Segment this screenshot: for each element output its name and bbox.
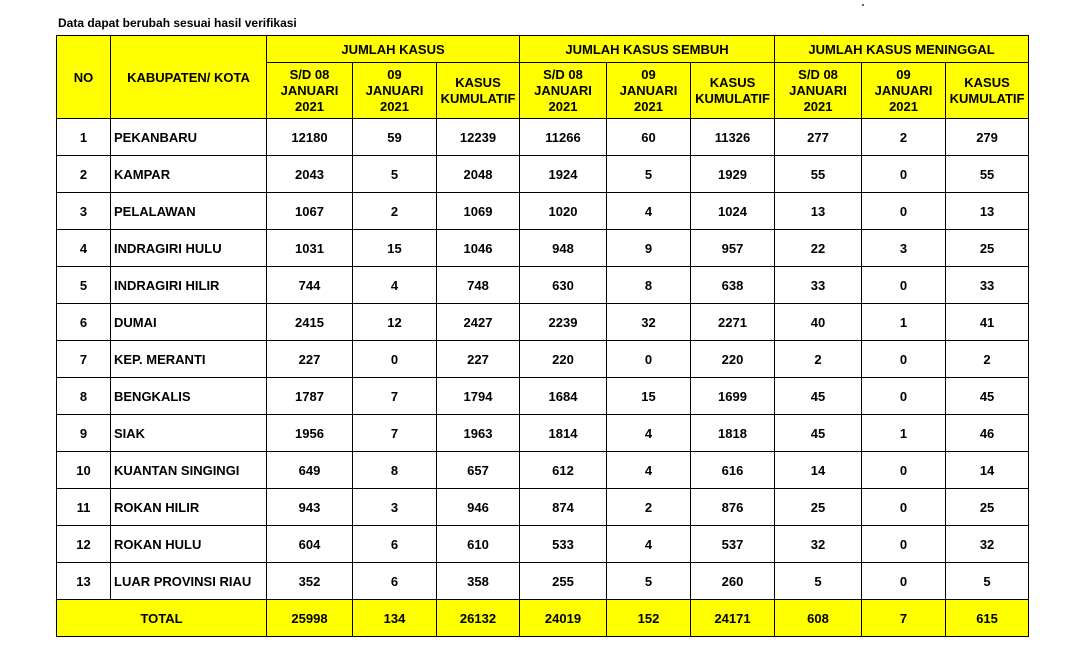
cell-meninggal-tgl09: 0: [862, 156, 946, 193]
cell-no: 13: [57, 563, 111, 600]
cell-meninggal-tgl09: 1: [862, 304, 946, 341]
cell-sembuh-tgl09: 0: [607, 341, 691, 378]
total-label: TOTAL: [57, 600, 267, 637]
table-row: [57, 489, 1029, 526]
subheader-line: 09: [387, 66, 402, 82]
table-row: [57, 415, 1029, 452]
cell-kasus-tgl09: 2: [353, 193, 437, 230]
cell-meninggal-sd08: 277: [775, 119, 862, 156]
cell-kasus-sd08: 1031: [267, 230, 353, 267]
cell-kasus-tgl09: 4: [353, 267, 437, 304]
cell-meninggal-kumulatif: 5: [946, 563, 1029, 600]
total-sembuh-kumulatif: 24171: [691, 600, 775, 637]
cell-kasus-tgl09: 7: [353, 378, 437, 415]
cell-sembuh-sd08: 533: [520, 526, 607, 563]
cell-sembuh-kumulatif: 616: [691, 452, 775, 489]
cell-kabupaten: SIAK: [111, 415, 267, 452]
total-meninggal-sd08: 608: [775, 600, 862, 637]
cell-meninggal-kumulatif: 14: [946, 452, 1029, 489]
subheader-line: 2021: [548, 98, 578, 114]
cell-kabupaten: BENGKALIS: [111, 378, 267, 415]
cell-no: 6: [57, 304, 111, 341]
cell-kasus-kumulatif: 946: [437, 489, 520, 526]
cell-kasus-sd08: 227: [267, 341, 353, 378]
cell-kasus-kumulatif: 1046: [437, 230, 520, 267]
cell-kasus-tgl09: 5: [353, 156, 437, 193]
subheader-sembuh-kumulatif: [691, 63, 775, 119]
cell-kabupaten: INDRAGIRI HILIR: [111, 267, 267, 304]
cell-meninggal-kumulatif: 2: [946, 341, 1029, 378]
cell-meninggal-tgl09: 0: [862, 193, 946, 230]
cell-sembuh-tgl09: 4: [607, 452, 691, 489]
cell-kabupaten: ROKAN HULU: [111, 526, 267, 563]
cell-kasus-tgl09: 12: [353, 304, 437, 341]
cell-kasus-kumulatif: 358: [437, 563, 520, 600]
table-row: [57, 304, 1029, 341]
cell-meninggal-tgl09: 0: [862, 563, 946, 600]
table-row: [57, 267, 1029, 304]
cell-meninggal-kumulatif: 32: [946, 526, 1029, 563]
cell-kabupaten: KUANTAN SINGINGI: [111, 452, 267, 489]
subheader-line: S/D 08: [798, 66, 838, 82]
subheader-line: KASUS: [709, 74, 756, 90]
total-sembuh-sd08: 24019: [520, 600, 607, 637]
cell-meninggal-tgl09: 2: [862, 119, 946, 156]
cell-meninggal-sd08: 45: [775, 415, 862, 452]
cell-no: 5: [57, 267, 111, 304]
cell-no: 8: [57, 378, 111, 415]
cell-meninggal-kumulatif: 25: [946, 230, 1029, 267]
cell-kasus-kumulatif: 748: [437, 267, 520, 304]
cell-sembuh-sd08: 874: [520, 489, 607, 526]
cell-sembuh-sd08: 255: [520, 563, 607, 600]
cell-meninggal-kumulatif: 279: [946, 119, 1029, 156]
cell-kasus-sd08: 649: [267, 452, 353, 489]
cell-sembuh-tgl09: 15: [607, 378, 691, 415]
header-no: NO: [57, 36, 111, 119]
subheader-line: JANUARI: [365, 82, 424, 98]
cell-meninggal-kumulatif: 55: [946, 156, 1029, 193]
total-row: [57, 600, 1029, 637]
table-row: [57, 230, 1029, 267]
header-group-sembuh: JUMLAH KASUS SEMBUH: [520, 36, 775, 63]
cell-no: 9: [57, 415, 111, 452]
cell-no: 4: [57, 230, 111, 267]
cell-meninggal-tgl09: 0: [862, 452, 946, 489]
cell-sembuh-kumulatif: 1024: [691, 193, 775, 230]
cell-no: 10: [57, 452, 111, 489]
subheader-line: JANUARI: [789, 82, 847, 98]
cell-kasus-tgl09: 0: [353, 341, 437, 378]
table-row: [57, 341, 1029, 378]
cell-meninggal-sd08: 13: [775, 193, 862, 230]
cell-sembuh-sd08: 1924: [520, 156, 607, 193]
cell-sembuh-tgl09: 2: [607, 489, 691, 526]
cell-kasus-tgl09: 3: [353, 489, 437, 526]
cell-kasus-sd08: 1067: [267, 193, 353, 230]
cell-kasus-kumulatif: 2427: [437, 304, 520, 341]
cell-kabupaten: INDRAGIRI HULU: [111, 230, 267, 267]
cell-sembuh-sd08: 948: [520, 230, 607, 267]
total-kasus-kumulatif: 26132: [437, 600, 520, 637]
table-row: [57, 193, 1029, 230]
subheader-line: 09: [896, 66, 911, 82]
cell-kasus-kumulatif: 12239: [437, 119, 520, 156]
cell-kasus-kumulatif: 1794: [437, 378, 520, 415]
subheader-line: JANUARI: [619, 82, 678, 98]
subheader-line: S/D 08: [289, 66, 330, 82]
header-group-kasus: JUMLAH KASUS: [267, 36, 520, 63]
subheader-line: KUMULATIF: [949, 90, 1025, 106]
subheader-line: 2021: [803, 98, 833, 114]
cell-sembuh-sd08: 630: [520, 267, 607, 304]
cell-meninggal-kumulatif: 25: [946, 489, 1029, 526]
cell-meninggal-tgl09: 3: [862, 230, 946, 267]
cell-kasus-sd08: 744: [267, 267, 353, 304]
table-row: [57, 378, 1029, 415]
subheader-line: JANUARI: [874, 82, 933, 98]
total-kasus-sd08: 25998: [267, 600, 353, 637]
cell-sembuh-kumulatif: 537: [691, 526, 775, 563]
cell-no: 3: [57, 193, 111, 230]
cell-sembuh-sd08: 612: [520, 452, 607, 489]
cell-sembuh-kumulatif: 1929: [691, 156, 775, 193]
subheader-line: KUMULATIF: [695, 90, 770, 106]
cell-meninggal-kumulatif: 41: [946, 304, 1029, 341]
subheader-line: 2021: [380, 98, 409, 114]
subheader-line: 09: [641, 66, 656, 82]
cell-no: 11: [57, 489, 111, 526]
cell-meninggal-kumulatif: 13: [946, 193, 1029, 230]
subheader-line: 2021: [634, 98, 663, 114]
subheader-line: JANUARI: [280, 82, 339, 98]
cell-meninggal-tgl09: 0: [862, 378, 946, 415]
subheader-line: 2021: [889, 98, 918, 114]
header-group-meninggal: JUMLAH KASUS MENINGGAL: [775, 36, 1029, 63]
cell-sembuh-kumulatif: 1818: [691, 415, 775, 452]
cell-kasus-sd08: 1787: [267, 378, 353, 415]
cell-sembuh-kumulatif: 11326: [691, 119, 775, 156]
cell-no: 2: [57, 156, 111, 193]
cell-sembuh-kumulatif: 220: [691, 341, 775, 378]
cell-kasus-sd08: 2415: [267, 304, 353, 341]
cell-sembuh-sd08: 1684: [520, 378, 607, 415]
subheader-line: 2021: [295, 98, 324, 114]
subheader-meninggal-tgl09: [862, 63, 946, 119]
cell-meninggal-sd08: 5: [775, 563, 862, 600]
cell-kasus-sd08: 352: [267, 563, 353, 600]
cell-meninggal-tgl09: 0: [862, 267, 946, 304]
verification-note: Data dapat berubah sesuai hasil verifikasi: [58, 16, 297, 30]
cell-meninggal-sd08: 25: [775, 489, 862, 526]
cell-kasus-tgl09: 8: [353, 452, 437, 489]
cell-kasus-sd08: 2043: [267, 156, 353, 193]
cell-sembuh-tgl09: 60: [607, 119, 691, 156]
subheader-meninggal-sd08: [775, 63, 862, 119]
cell-kasus-sd08: 943: [267, 489, 353, 526]
cell-sembuh-tgl09: 4: [607, 193, 691, 230]
speck-mark: [862, 4, 864, 6]
cell-kasus-kumulatif: 657: [437, 452, 520, 489]
cell-sembuh-tgl09: 5: [607, 156, 691, 193]
table-row: [57, 452, 1029, 489]
cell-kasus-tgl09: 7: [353, 415, 437, 452]
cell-meninggal-tgl09: 0: [862, 526, 946, 563]
cell-kasus-sd08: 12180: [267, 119, 353, 156]
cell-meninggal-tgl09: 1: [862, 415, 946, 452]
cell-sembuh-kumulatif: 638: [691, 267, 775, 304]
cell-kasus-kumulatif: 610: [437, 526, 520, 563]
cell-kasus-kumulatif: 1963: [437, 415, 520, 452]
cell-kasus-kumulatif: 2048: [437, 156, 520, 193]
cell-kasus-tgl09: 15: [353, 230, 437, 267]
cell-sembuh-tgl09: 8: [607, 267, 691, 304]
total-meninggal-tgl09: 7: [862, 600, 946, 637]
subheader-line: KUMULATIF: [440, 90, 516, 106]
cell-sembuh-kumulatif: 2271: [691, 304, 775, 341]
cell-meninggal-tgl09: 0: [862, 341, 946, 378]
cell-sembuh-sd08: 220: [520, 341, 607, 378]
cell-no: 1: [57, 119, 111, 156]
cell-meninggal-sd08: 32: [775, 526, 862, 563]
cell-meninggal-sd08: 33: [775, 267, 862, 304]
subheader-line: KASUS: [964, 74, 1010, 90]
cell-kasus-tgl09: 6: [353, 563, 437, 600]
cell-kasus-tgl09: 6: [353, 526, 437, 563]
cell-no: 12: [57, 526, 111, 563]
total-kasus-tgl09: 134: [353, 600, 437, 637]
cell-kabupaten: DUMAI: [111, 304, 267, 341]
cell-kasus-kumulatif: 1069: [437, 193, 520, 230]
cell-meninggal-sd08: 55: [775, 156, 862, 193]
cell-sembuh-tgl09: 4: [607, 415, 691, 452]
subheader-kasus-tgl09: [353, 63, 437, 119]
subheader-meninggal-kumulatif: [946, 63, 1029, 119]
cell-sembuh-kumulatif: 260: [691, 563, 775, 600]
subheader-line: S/D 08: [543, 66, 583, 82]
cell-kabupaten: PEKANBARU: [111, 119, 267, 156]
cell-sembuh-tgl09: 4: [607, 526, 691, 563]
cell-sembuh-tgl09: 9: [607, 230, 691, 267]
subheader-sembuh-sd08: [520, 63, 607, 119]
cell-sembuh-sd08: 1814: [520, 415, 607, 452]
table-row: [57, 563, 1029, 600]
cell-kabupaten: LUAR PROVINSI RIAU: [111, 563, 267, 600]
cell-meninggal-tgl09: 0: [862, 489, 946, 526]
cell-meninggal-sd08: 22: [775, 230, 862, 267]
subheader-kasus-kumulatif: [437, 63, 520, 119]
total-sembuh-tgl09: 152: [607, 600, 691, 637]
cell-sembuh-tgl09: 5: [607, 563, 691, 600]
table-body: [57, 119, 1029, 600]
cell-sembuh-kumulatif: 957: [691, 230, 775, 267]
cell-meninggal-kumulatif: 46: [946, 415, 1029, 452]
cell-meninggal-kumulatif: 33: [946, 267, 1029, 304]
total-meninggal-kumulatif: 615: [946, 600, 1029, 637]
subheader-sembuh-tgl09: [607, 63, 691, 119]
cell-sembuh-sd08: 11266: [520, 119, 607, 156]
cell-kabupaten: KAMPAR: [111, 156, 267, 193]
cell-meninggal-kumulatif: 45: [946, 378, 1029, 415]
subheader-kasus-sd08: [267, 63, 353, 119]
table-row: [57, 156, 1029, 193]
cell-sembuh-kumulatif: 876: [691, 489, 775, 526]
cell-meninggal-sd08: 2: [775, 341, 862, 378]
cell-sembuh-sd08: 1020: [520, 193, 607, 230]
table-row: [57, 119, 1029, 156]
cell-kasus-kumulatif: 227: [437, 341, 520, 378]
cell-sembuh-sd08: 2239: [520, 304, 607, 341]
cell-meninggal-sd08: 40: [775, 304, 862, 341]
cell-kasus-sd08: 604: [267, 526, 353, 563]
cell-kabupaten: PELALAWAN: [111, 193, 267, 230]
subheader-line: KASUS: [455, 74, 501, 90]
cell-kabupaten: KEP. MERANTI: [111, 341, 267, 378]
cell-sembuh-kumulatif: 1699: [691, 378, 775, 415]
header-kabupaten: KABUPATEN/ KOTA: [111, 36, 267, 119]
cell-no: 7: [57, 341, 111, 378]
covid-cases-table: [56, 35, 1029, 637]
cell-sembuh-tgl09: 32: [607, 304, 691, 341]
cell-kasus-sd08: 1956: [267, 415, 353, 452]
cell-meninggal-sd08: 45: [775, 378, 862, 415]
table-row: [57, 526, 1029, 563]
cell-kasus-tgl09: 59: [353, 119, 437, 156]
cell-kabupaten: ROKAN HILIR: [111, 489, 267, 526]
subheader-line: JANUARI: [534, 82, 592, 98]
cell-meninggal-sd08: 14: [775, 452, 862, 489]
